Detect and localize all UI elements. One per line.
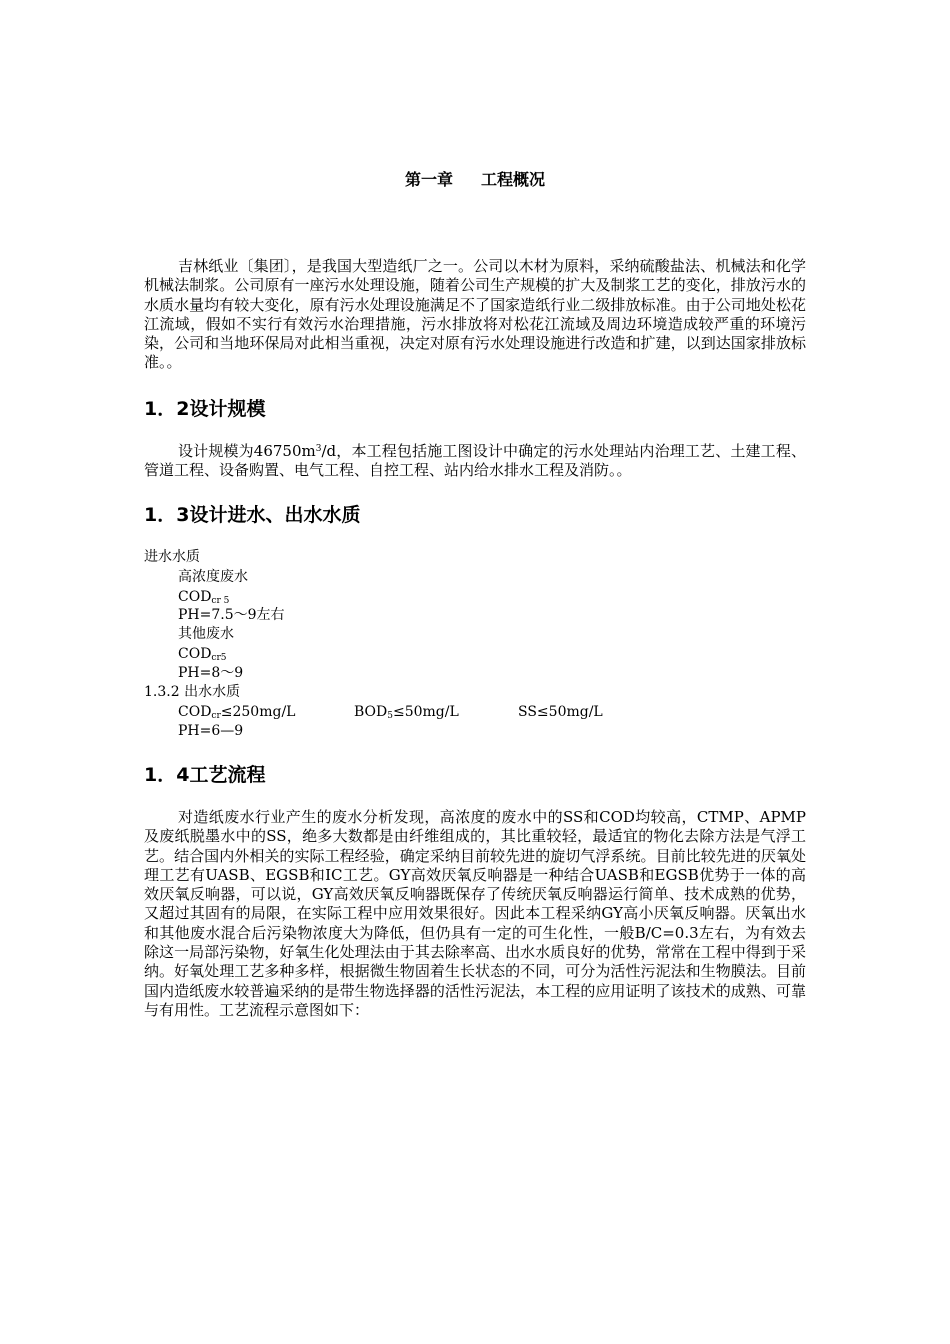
outlet-ph-line: PH=6—9 [178,723,244,739]
design-scale-text-b: /d，本工程包括施工图设计中确定的污水处理站内治理工艺、土建工程、管道工程、设备购置、电气工程、自控工程、站内给水排水工程及消防。。 [144,442,806,480]
design-scale-text-a: 设计规模为46750m [178,442,316,460]
chapter-name: 工程概况 [481,170,546,189]
outlet-bod-main: BOD [354,704,388,720]
outlet-ss-line: SS≤50mg/L [518,704,603,720]
other-cod-sub: cr5 [211,653,227,663]
section-heading-1-4: 1．4工艺流程 [144,764,266,786]
design-scale-paragraph [144,440,806,481]
outlet-bod-value: ≤50mg/L [392,704,459,720]
high-ph-line: PH=7.5～9左右 [178,607,285,623]
chapter-label: 第一章 [404,170,453,189]
outlet-bod-line [354,703,459,726]
outlet-cod-main: COD [178,704,212,720]
intro-paragraph: 吉林纸业〔集团〕，是我国大型造纸厂之一。公司以木材为原料，采纳硫酸盐法、机械法和化学机械法制浆。公司原有一座污水处理设施，随着公司生产规模的扩大及制浆工艺的变化，排放污水的水质水量均有较大变化，原有污水处理设施满足不了国家造纸行业二级排放标准。由于公司地处松花江流域，假如不实行有效污水治理措施，污水排放将对松花江流域及周边环境造成较严重的环境污染，公司和当地环保局对此相当重视，决定对原有污水处理设施进行改造和扩建，以到达国家排放标准。。 [144,257,806,372]
section-heading-1-3: 1．3设计进水、出水水质 [144,504,361,526]
other-ph-line: PH=8～9 [178,665,244,681]
other-cod-main: COD [178,646,212,662]
high-cod-main: COD [178,589,212,605]
section-heading-1-2: 1．2设计规模 [144,398,266,420]
outlet-quality-title: 1.3.2 出水水质 [144,684,241,700]
inlet-quality-title: 进水水质 [144,549,200,565]
outlet-cod-value: ≤250mg/L [220,704,296,720]
process-flow-paragraph: 对造纸废水行业产生的废水分析发现，高浓度的废水中的SS和COD均较高，CTMP、APMP及废纸脱墨水中的SS，绝多大数都是由纤维组成的，其比重较轻，最适宜的物化去除方法是气浮工艺。结合国内外相关的实际工程经验，确定采纳目前较先进的旋切气浮系统。目前比较先进的厌氧处理工艺有UASB、EGSB和IC工艺。GY高效厌氧反响器是一种结合UASB和EGSB优势于一体的高效厌氧反响器，可以说，GY高效厌氧反响器既保存了传统厌氧反响器运行简单、技术成熟的优势，又超过其固有的局限，在实际工程中应用效果很好。因此本工程采纳GY高小厌氧反响器。厌氧出水和其他废水混合后污染物浓度大为降低，但仍具有一定的可生化性，一般B/C=0.3左右，为有效去除这一局部污染物，好氧生化处理法由于其去除率高、出水水质良好的优势，常常在工程中得到于采纳。好氧处理工艺多种多样，根据微生物固着生长状态的不同，可分为活性污泥法和生物膜法。目前国内造纸废水较普遍采纳的是带生物选择器的活性污泥法，本工程的应用证明了该技术的成熟、可靠与有用性。工艺流程示意图如下： [144,808,806,1019]
other-wastewater-title: 其他废水 [178,626,234,642]
outlet-cod-sub: cr [211,711,221,721]
outlet-bod-sub: 5 [387,711,393,721]
high-cod-sub: cr 5 [211,596,230,606]
high-concentration-title: 高浓度废水 [178,569,248,585]
design-scale-unit-sup: 3 [315,444,322,454]
chapter-title [0,168,950,192]
